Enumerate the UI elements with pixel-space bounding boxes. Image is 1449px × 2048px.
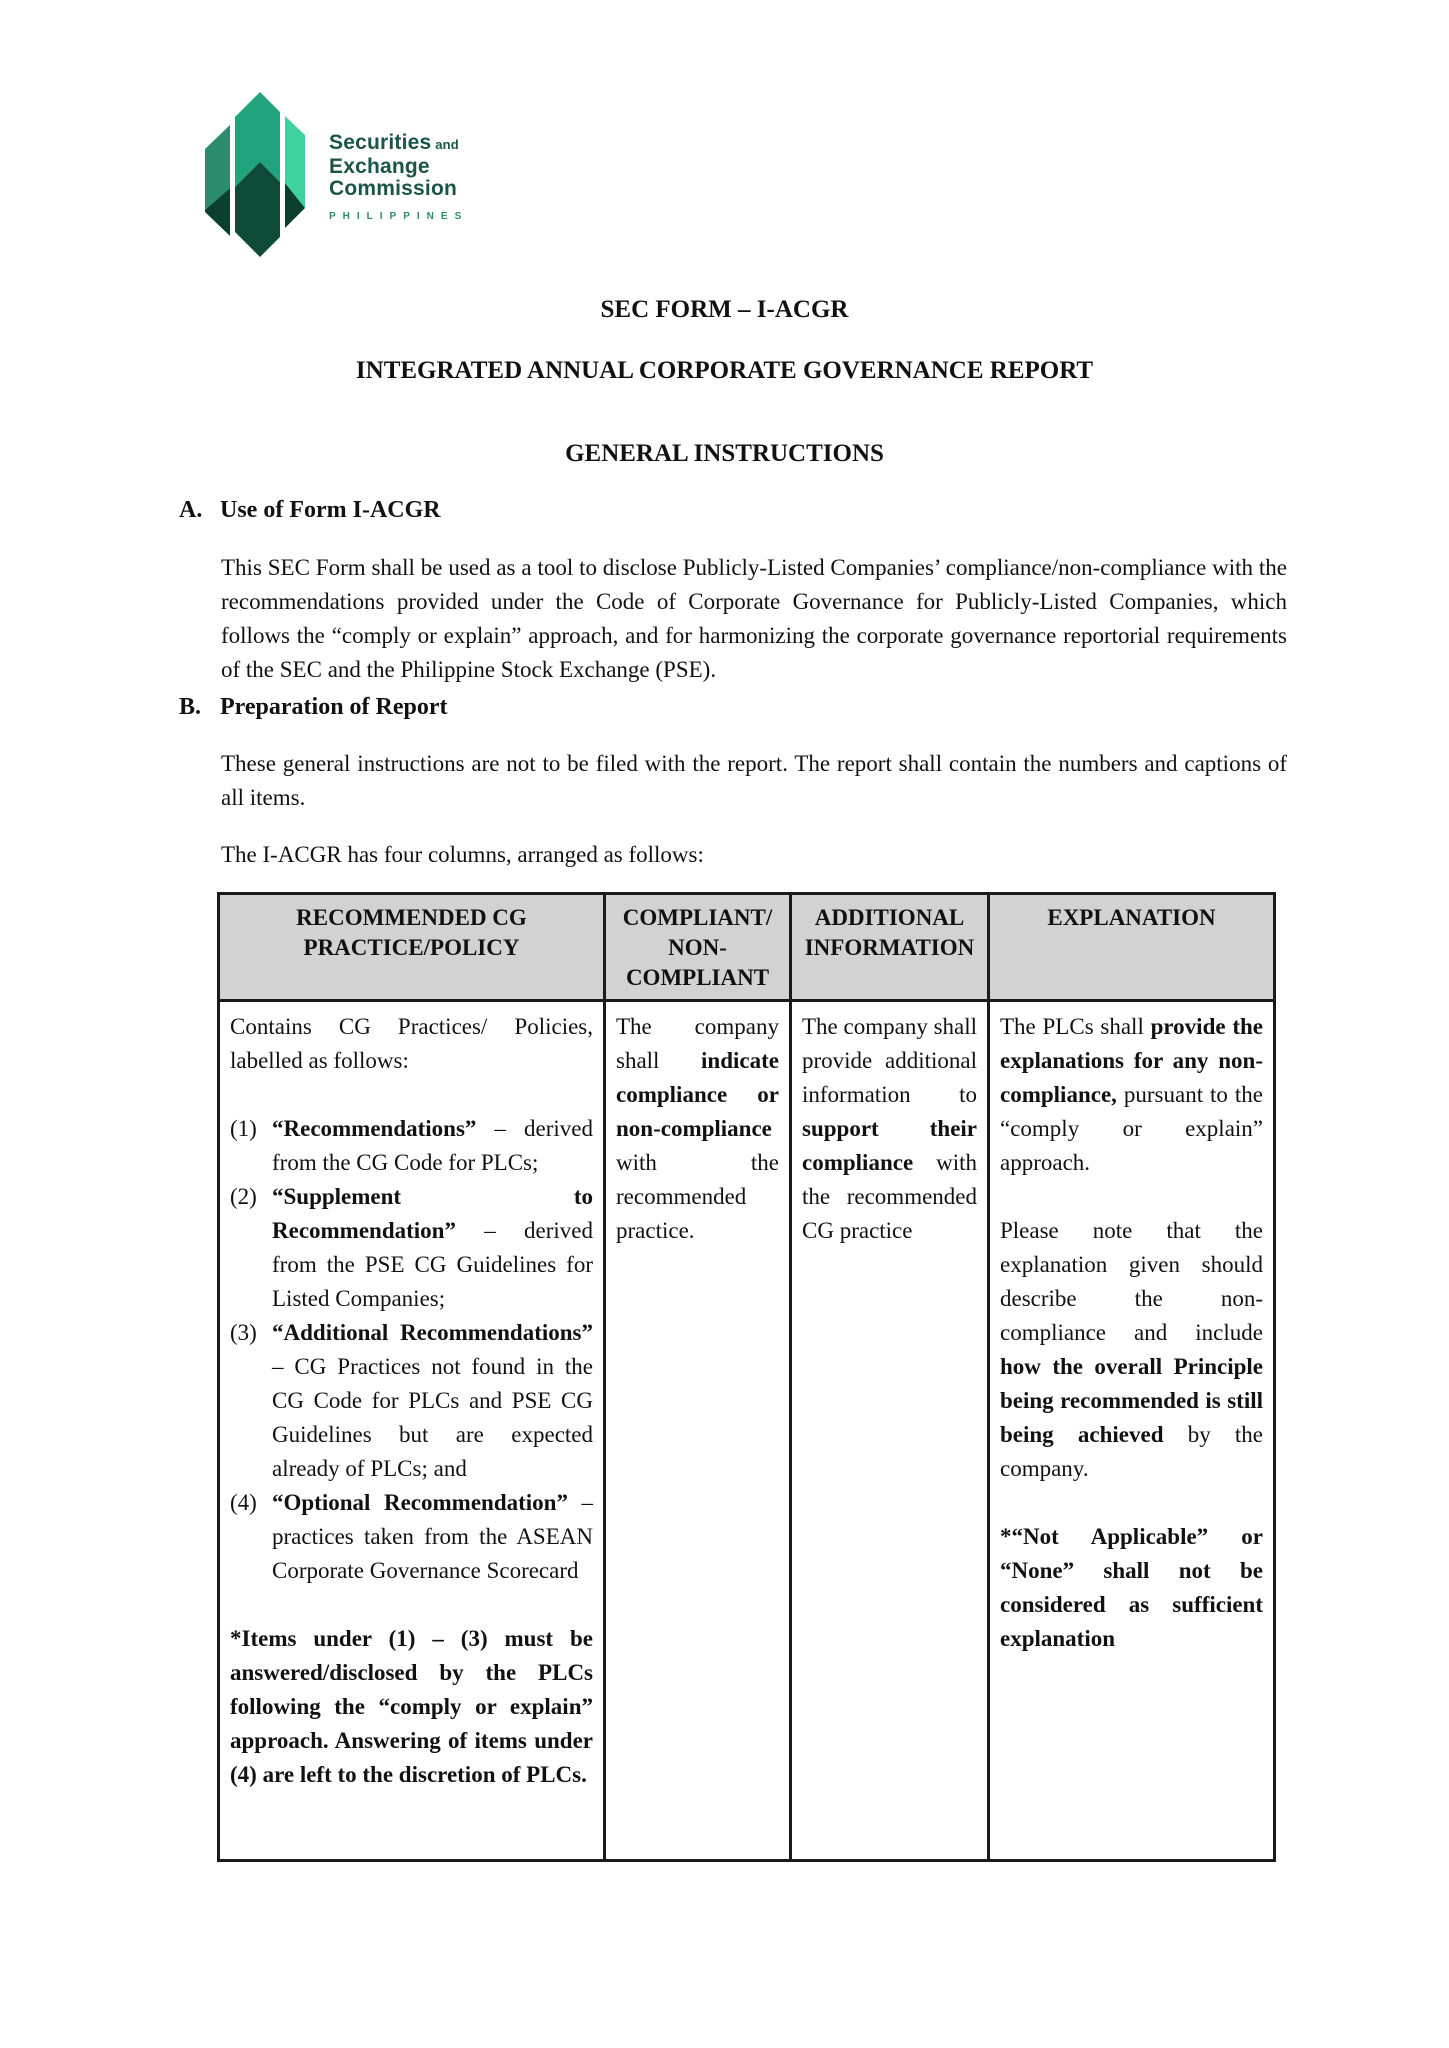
col4-paragraph-2: [1000, 1214, 1263, 1486]
col4-p1-post: pursuant to the “comply or explain” approach.: [1000, 1082, 1263, 1175]
header-compliant: COMPLIANT/ NON-COMPLIANT: [605, 894, 791, 1001]
sec-logo-wordmark: [329, 88, 468, 258]
col1-item-list: [230, 1112, 593, 1588]
col1-intro: Contains CG Practices/ Policies, labelled as follows:: [230, 1014, 593, 1073]
col2-post: with the recommended practice.: [616, 1150, 779, 1243]
section-b-paragraph-2: The I-ACGR has four columns, arranged as follows:: [221, 842, 704, 867]
form-title: SEC FORM – I-ACGR: [600, 296, 849, 323]
col4-p2-bold: how the overall Principle being recommended is still being achieved: [1000, 1354, 1263, 1447]
item-1-label: “Recommendations”: [272, 1116, 477, 1141]
section-a-letter: A.: [179, 497, 203, 523]
logo-tagline-philippines: PHILIPPINES: [329, 211, 469, 222]
col4-p1-pre: The PLCs shall: [1000, 1014, 1151, 1039]
col4-p2-pre: Please note that the explanation given should describe the non-compliance and include: [1000, 1218, 1263, 1345]
item-1-number: (1): [230, 1116, 257, 1141]
col4-p2-post: by the company.: [1000, 1422, 1263, 1481]
col4-p1-bold: provide the explanations for any non-compliance,: [1000, 1014, 1263, 1107]
item-4-number: (4): [230, 1490, 257, 1515]
report-title: INTEGRATED ANNUAL CORPORATE GOVERNANCE REPORT: [355, 357, 1094, 384]
col2-bold: indicate compliance or non-compliance: [616, 1048, 779, 1141]
col3-bold: support their compliance: [802, 1116, 977, 1175]
table-header-row: [219, 894, 1275, 1001]
section-b-heading: [179, 694, 448, 721]
item-2-number: (2): [230, 1184, 257, 1209]
col2-pre: The company shall: [616, 1014, 779, 1073]
section-b-heading-text: Preparation of Report: [220, 694, 448, 720]
header-additional-information: ADDITIONAL INFORMATION: [791, 894, 989, 1001]
logo-line-exchange: Exchange: [329, 155, 430, 178]
logo-line-commission: Commission: [329, 177, 458, 200]
col1-footnote: *Items under (1) – (3) must be answered/disclosed by the PLCs following the “comply or explain” approach. Answering of items under (4) are left to the discretion of PLCs.: [230, 1626, 593, 1787]
list-item-2: [230, 1180, 593, 1316]
section-a-heading: [179, 497, 441, 524]
sec-logo-icon: [205, 88, 305, 258]
list-item-3: [230, 1316, 593, 1486]
section-b-paragraph: These general instructions are not to be filed with the report. The report shall contain the numbers and captions of all items.: [221, 751, 1287, 810]
section-b-letter: B.: [179, 694, 202, 720]
cell-additional-information: [791, 1001, 989, 1861]
general-instructions-title: GENERAL INSTRUCTIONS: [565, 440, 884, 467]
item-3-text: – CG Practices not found in the CG Code for PLCs and PSE CG Guidelines but are expected already of PLCs; and: [272, 1354, 593, 1481]
item-3-number: (3): [230, 1320, 257, 1345]
iacgr-columns-table: [217, 892, 1276, 1862]
section-a-paragraph: This SEC Form shall be used as a tool to disclose Publicly-Listed Companies’ compliance/non-compliance with the recommendations provided under the Code of Corporate Governance for Publicly-Listed Companies, which follows the “comply or explain” approach, and for harmonizing the corporate governance reportorial requirements of the SEC and the Philippine Stock Exchange (PSE).: [221, 555, 1287, 682]
cell-compliant: [605, 1001, 791, 1861]
col2-paragraph: [616, 1010, 779, 1248]
col4-paragraph-1: [1000, 1010, 1263, 1180]
item-2-label: “Supplement to Recommendation”: [272, 1184, 593, 1243]
sec-logo: [205, 88, 468, 258]
item-1-text: – derived from the CG Code for PLCs;: [272, 1116, 593, 1175]
header-explanation: EXPLANATION: [989, 894, 1275, 1001]
table-body-row: [219, 1001, 1275, 1861]
col3-paragraph: [802, 1010, 977, 1248]
col3-post: with the recommended CG practice: [802, 1150, 977, 1243]
item-3-label: “Additional Recommendations”: [272, 1320, 593, 1345]
col4-paragraph-3: *“Not Applicable” or “None” shall not be considered as sufficient explanation: [1000, 1524, 1263, 1651]
item-4-label: “Optional Recommendation”: [272, 1490, 568, 1515]
item-2-text: – derived from the PSE CG Guidelines for Listed Companies;: [272, 1218, 593, 1311]
logo-line-securities: Securities and: [329, 131, 459, 154]
col3-pre: The company shall provide additional information to: [802, 1014, 978, 1107]
section-a-heading-text: Use of Form I-ACGR: [220, 497, 441, 523]
list-item-1: [230, 1112, 593, 1180]
header-recommended-cg: RECOMMENDED CG PRACTICE/POLICY: [219, 894, 605, 1001]
item-4-text: – practices taken from the ASEAN Corporate Governance Scorecard: [272, 1490, 594, 1583]
cell-explanation: [989, 1001, 1275, 1861]
list-item-4: [230, 1486, 593, 1588]
cell-recommended-cg: [219, 1001, 605, 1861]
